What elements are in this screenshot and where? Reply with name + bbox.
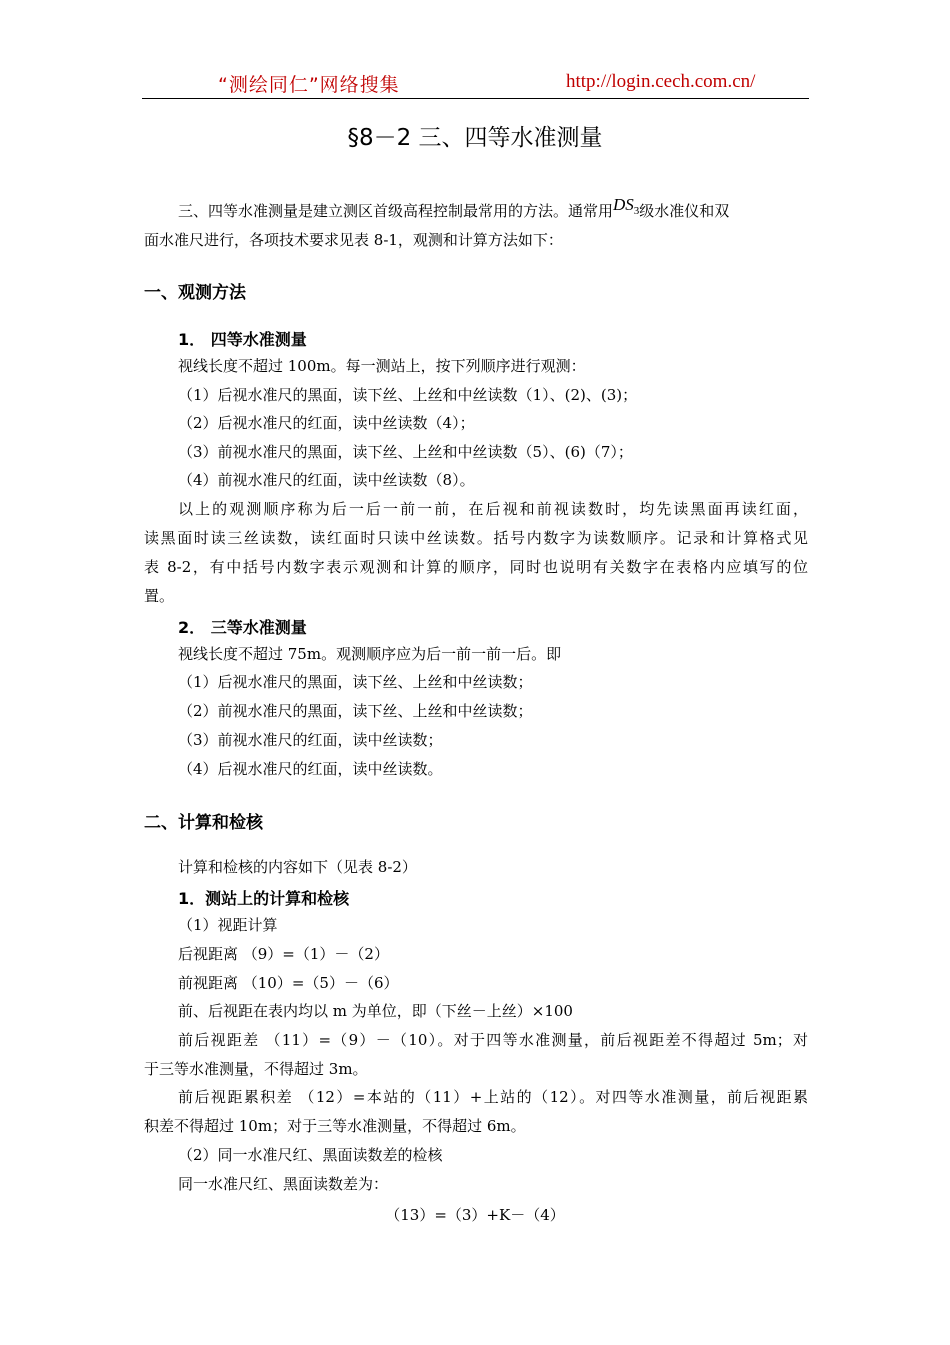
page-title: §8－2 三、四等水准测量 (347, 125, 603, 151)
intro-line-1 (178, 195, 730, 226)
paragraph-line: 积差不得超过 10m；对于三等水准测量，不得超过 6m。 (144, 1117, 526, 1135)
paragraph-line: 表 8-2，有中括号内数字表示观测和计算的顺序，同时也说明有关数字在表格内应填写的位 (144, 558, 808, 576)
text-line: 视线长度不超过 75m。观测顺序应为后一前一前一后。即 (178, 645, 562, 663)
subheading-station-check: 1．测站上的计算和检核 (178, 889, 350, 908)
paragraph-line: 前后视距差 （11）=（9）－（10）。对于四等水准测量，前后视距差不得超过 5m；对 (178, 1031, 808, 1049)
ds3-symbol (613, 195, 640, 217)
paragraph-line: 于三等水准测量，不得超过 3m。 (144, 1060, 368, 1078)
header-source: “测绘同仁”网络搜集 (218, 74, 400, 96)
text-line: 后视距离 （9）=（1）－（2） (178, 945, 389, 963)
ds-main: DS (613, 195, 634, 214)
text-line: 视线长度不超过 100m。每一测站上，按下列顺序进行观测： (178, 357, 586, 375)
ds-sub: 3 (633, 205, 640, 217)
text-line: （1）后视水准尺的黑面，读下丝、上丝和中丝读数（1）、(2)、(3)； (178, 386, 638, 404)
text-line: 同一水准尺红、黑面读数差为： (178, 1175, 389, 1193)
header-url[interactable]: http://login.cech.com.cn/ (566, 71, 756, 92)
text-line: （2）同一水准尺红、黑面读数差的检核 (178, 1146, 443, 1164)
intro-text-a: 三、四等水准测量是建立测区首级高程控制最常用的方法。通常用 (178, 202, 614, 220)
header-rule (142, 98, 809, 99)
text-line: （1）视距计算 (178, 916, 278, 934)
intro-text-b: 级水准仪和双 (639, 202, 730, 220)
text-line: 计算和检核的内容如下（见表 8-2） (178, 858, 417, 876)
section-heading-calculation: 二、计算和检核 (144, 813, 263, 833)
equation: （13）=（3）+K－（4） (385, 1206, 565, 1224)
text-line: （4）后视水准尺的红面，读中丝读数。 (178, 760, 443, 778)
intro-line-2: 面水准尺进行，各项技术要求见表 8-1，观测和计算方法如下： (144, 231, 563, 249)
text-line: 前视距离 （10）=（5）－（6） (178, 974, 399, 992)
text-line: （1）后视水准尺的黑面，读下丝、上丝和中丝读数； (178, 673, 533, 691)
section-heading-observation: 一、观测方法 (144, 283, 246, 303)
subheading-third-order: 2． 三等水准测量 (178, 618, 307, 637)
paragraph-line: 读黑面时读三丝读数，读红面时只读中丝读数。括号内数字为读数顺序。记录和计算格式见 (144, 529, 808, 547)
paragraph-line: 前后视距累积差 （12）=本站的（11）+上站的（12）。对四等水准测量，前后视距累 (178, 1088, 808, 1106)
text-line: （3）前视水准尺的红面，读中丝读数； (178, 731, 443, 749)
text-line: （4）前视水准尺的红面，读中丝读数（8）。 (178, 471, 475, 489)
text-line: （2）前视水准尺的黑面，读下丝、上丝和中丝读数； (178, 702, 533, 720)
paragraph-line: 以上的观测顺序称为后一后一前一前，在后视和前视读数时，均先读黑面再读红面， (178, 500, 808, 518)
text-line: 前、后视距在表内均以 m 为单位，即（下丝－上丝）×100 (178, 1002, 573, 1020)
text-line: （3）前视水准尺的黑面，读下丝、上丝和中丝读数（5）、(6)（7）； (178, 443, 633, 461)
paragraph-line: 置。 (144, 587, 175, 605)
text-line: （2）后视水准尺的红面，读中丝读数（4）； (178, 414, 475, 432)
subheading-fourth-order: 1． 四等水准测量 (178, 330, 307, 349)
